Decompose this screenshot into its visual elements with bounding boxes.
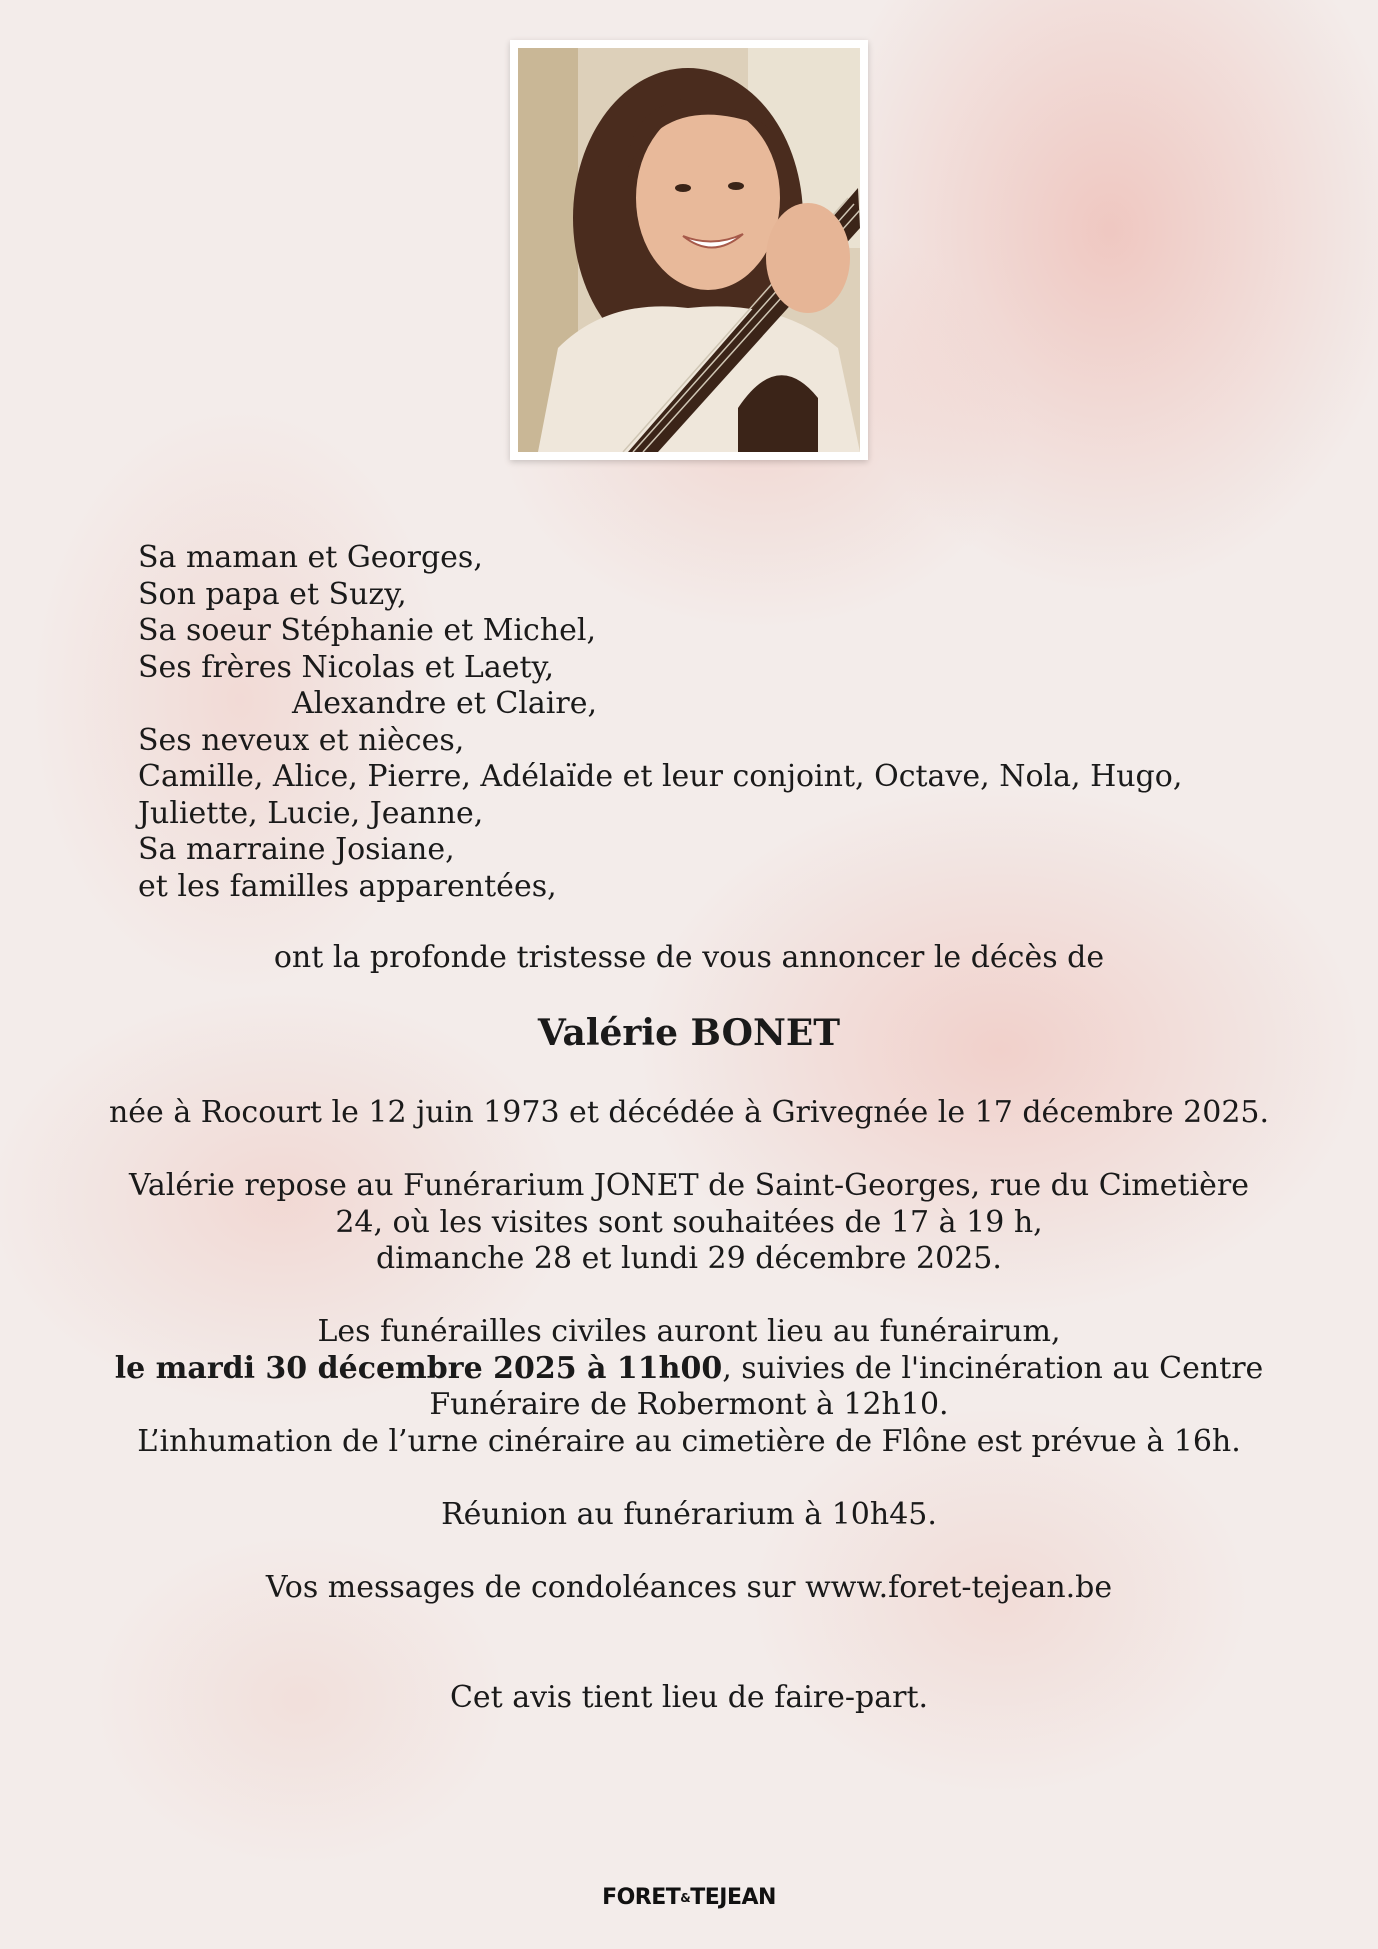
funeral-line: Les funérailles civiles auront lieu au funérairum,: [317, 1314, 1061, 1349]
family-line: Juliette, Lucie, Jeanne,: [138, 795, 484, 831]
funeral-home-logo: [0, 1885, 1378, 1910]
funeral-date: le mardi 30 décembre 2025 à 11h00: [114, 1350, 723, 1386]
funeral-line: [100, 1351, 1278, 1388]
meeting-text: Réunion au funérarium à 10h45.: [441, 1497, 937, 1532]
family-line: Ses neveux et nièces,: [138, 722, 465, 758]
logo-part2: TEJEAN: [690, 1885, 776, 1910]
birth-death-text: née à Rocourt le 12 juin 1973 et décédée à Grivegnée le 17 décembre 2025.: [108, 1095, 1270, 1130]
funeral-line: Funéraire de Robermont à 12h10.: [429, 1387, 949, 1422]
family-line: Camille, Alice, Pierre, Adélaïde et leur conjoint, Octave, Nola, Hugo,: [138, 759, 1183, 794]
family-line: Alexandre et Claire,: [292, 686, 597, 721]
logo-part1: FORET: [602, 1885, 681, 1910]
portrait-frame: [510, 40, 868, 460]
funeral-line-rest: , suivies de l'incinération au Centre: [722, 1350, 1264, 1386]
funeral-info: [100, 1314, 1278, 1460]
visitation-line: Valérie repose au Funérarium JONET de Saint-Georges, rue du Cimetière: [128, 1168, 1249, 1203]
family-line: Ses frères Nicolas et Laety,: [138, 649, 555, 685]
visitation-line: dimanche 28 et lundi 29 décembre 2025.: [376, 1241, 1002, 1276]
notice-text: Cet avis tient lieu de faire-part.: [449, 1680, 929, 1715]
visitation-line: 24, où les visites sont souhaitées de 17 à 19 h,: [335, 1204, 1043, 1240]
family-line: Sa marraine Josiane,: [138, 832, 455, 867]
family-line: Son papa et Suzy,: [138, 576, 407, 612]
deceased-name: Valérie BONET: [537, 1012, 841, 1054]
portrait-photo: [518, 48, 860, 452]
condolences-text: Vos messages de condoléances sur www.foret-tejean.be: [265, 1570, 1113, 1605]
family-line: Sa maman et Georges,: [138, 540, 483, 575]
family-list: [138, 540, 1182, 905]
family-line: Sa soeur Stéphanie et Michel,: [138, 613, 597, 648]
funeral-line: L’inhumation de l’urne cinéraire au cimetière de Flône est prévue à 16h.: [137, 1423, 1241, 1459]
visitation-info: [100, 1168, 1278, 1278]
announcement-text: ont la profonde tristesse de vous annoncer le décès de: [273, 940, 1105, 975]
family-line: et les familles apparentées,: [138, 868, 557, 904]
logo-ampersand: &: [680, 1891, 691, 1905]
